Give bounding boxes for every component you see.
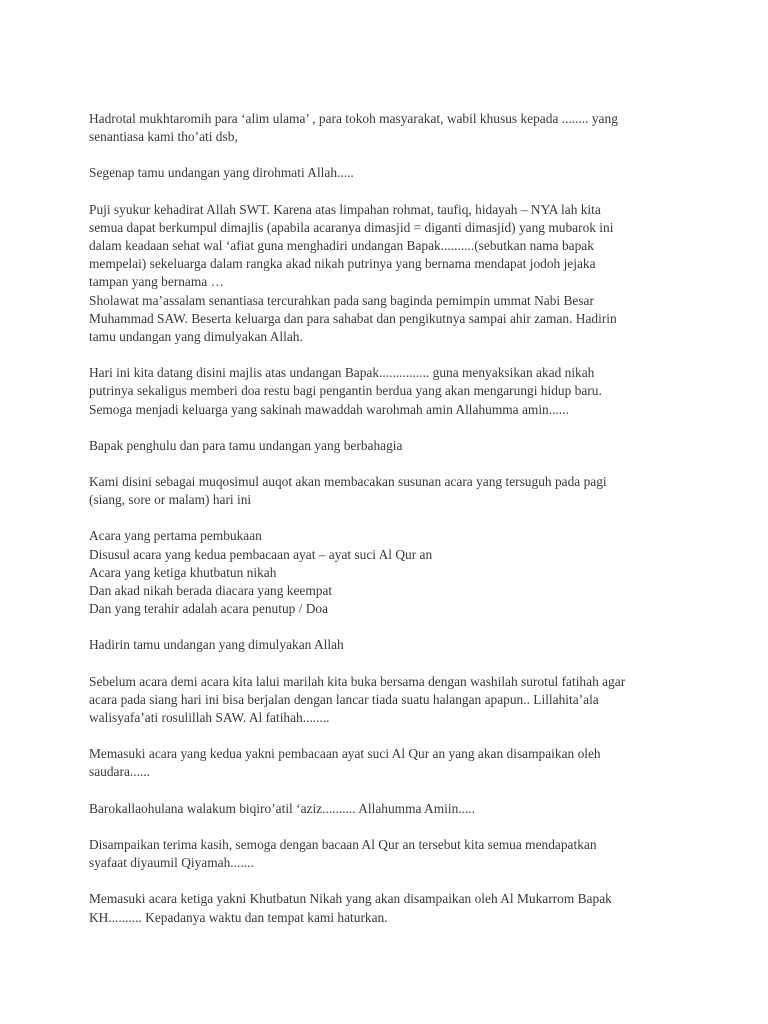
document-page — [89, 110, 669, 945]
document-paragraph — [89, 364, 669, 419]
text-line: semua dapat berkumpul dimajlis (apabila acaranya dimasjid = diganti dimasjid) yang mubarok ini — [89, 219, 614, 235]
text-line: Kami disini sebagai muqosimul auqot akan membacakan susunan acara yang tersuguh pada pagi — [89, 474, 607, 490]
text-line: tampan yang bernama … — [89, 274, 224, 290]
text-line: saudara...... — [89, 764, 150, 780]
document-paragraph — [89, 836, 669, 872]
text-line: senantiasa kami tho’ati dsb, — [89, 129, 238, 145]
text-line: Disusul acara yang kedua pembacaan ayat – ayat suci Al Qur an — [89, 546, 433, 562]
text-line: Sebelum acara demi acara kita lalui marilah kita buka bersama dengan washilah surotul fatihah agar — [89, 673, 626, 689]
text-line: dalam keadaan sehat wal ‘afiat guna menghadiri undangan Bapak..........(sebutkan nama bapak — [89, 238, 594, 254]
document-paragraph — [89, 636, 669, 654]
document-paragraph — [89, 745, 669, 781]
text-line: walisyafa’ati rosulillah SAW. Al fatihah........ — [89, 710, 330, 726]
text-line: Hari ini kita datang disini majlis atas undangan Bapak............... guna menyaksikan akad nikah — [89, 365, 595, 381]
text-line: Memasuki acara yang kedua yakni pembacaan ayat suci Al Qur an yang akan disampaikan oleh — [89, 746, 601, 762]
text-line: Disampaikan terima kasih, semoga dengan bacaan Al Qur an tersebut kita semua mendapatkan — [89, 836, 597, 852]
text-line: Puji syukur kehadirat Allah SWT. Karena atas limpahan rohmat, taufiq, hidayah – NYA lah kita — [89, 201, 601, 217]
text-line: Bapak penghulu dan para tamu undangan yang berbahagia — [89, 437, 403, 453]
text-line: mempelai) sekeluarga dalam rangka akad nikah putrinya yang bernama mendapat jodoh jejaka — [89, 256, 596, 272]
document-paragraph — [89, 110, 669, 146]
text-line: KH.......... Kepadanya waktu dan tempat kami haturkan. — [89, 909, 388, 925]
text-line: Dan yang terahir adalah acara penutup / Doa — [89, 601, 329, 617]
document-paragraph — [89, 800, 669, 818]
text-line: tamu undangan yang dimulyakan Allah. — [89, 329, 303, 345]
text-line: putrinya sekaligus memberi doa restu bagi pengantin berdua yang akan mengarungi hidup baru. — [89, 383, 602, 399]
text-line: Semoga menjadi keluarga yang sakinah mawaddah warohmah amin Allahumma amin...... — [89, 401, 569, 417]
text-line: syafaat diyaumil Qiyamah....... — [89, 855, 254, 871]
text-line: Dan akad nikah berada diacara yang keempat — [89, 583, 333, 599]
text-line: Hadirin tamu undangan yang dimulyakan Allah — [89, 637, 344, 653]
document-paragraph — [89, 201, 669, 347]
text-line: Hadrotal mukhtaromih para ‘alim ulama’ , para tokoh masyarakat, wabil khusus kepada ........ yang — [89, 111, 618, 126]
document-paragraph — [89, 673, 669, 728]
document-paragraph — [89, 473, 669, 509]
text-line: acara pada siang hari ini bisa berjalan dengan lancar tiada suatu halangan apapun.. Lillahita’ala — [89, 691, 599, 707]
text-line: (siang, sore or malam) hari ini — [89, 492, 252, 508]
text-line: Acara yang pertama pembukaan — [89, 528, 262, 544]
document-paragraph — [89, 527, 669, 618]
text-line: Memasuki acara ketiga yakni Khutbatun Nikah yang akan disampaikan oleh Al Mukarrom Bapak — [89, 891, 612, 907]
text-line: Sholawat ma’assalam senantiasa tercurahkan pada sang baginda pemimpin ummat Nabi Besar — [89, 292, 594, 308]
text-line: Acara yang ketiga khutbatun nikah — [89, 564, 277, 580]
document-paragraph — [89, 890, 669, 926]
document-paragraph — [89, 164, 669, 182]
document-paragraph — [89, 437, 669, 455]
text-line: Barokallaohulana walakum biqiro’atil ‘aziz.......... Allahumma Amiin..... — [89, 800, 475, 816]
text-line: Segenap tamu undangan yang dirohmati Allah..... — [89, 165, 354, 181]
text-line: Muhammad SAW. Beserta keluarga dan para sahabat dan pengikutnya sampai ahir zaman. Hadirin — [89, 310, 617, 326]
